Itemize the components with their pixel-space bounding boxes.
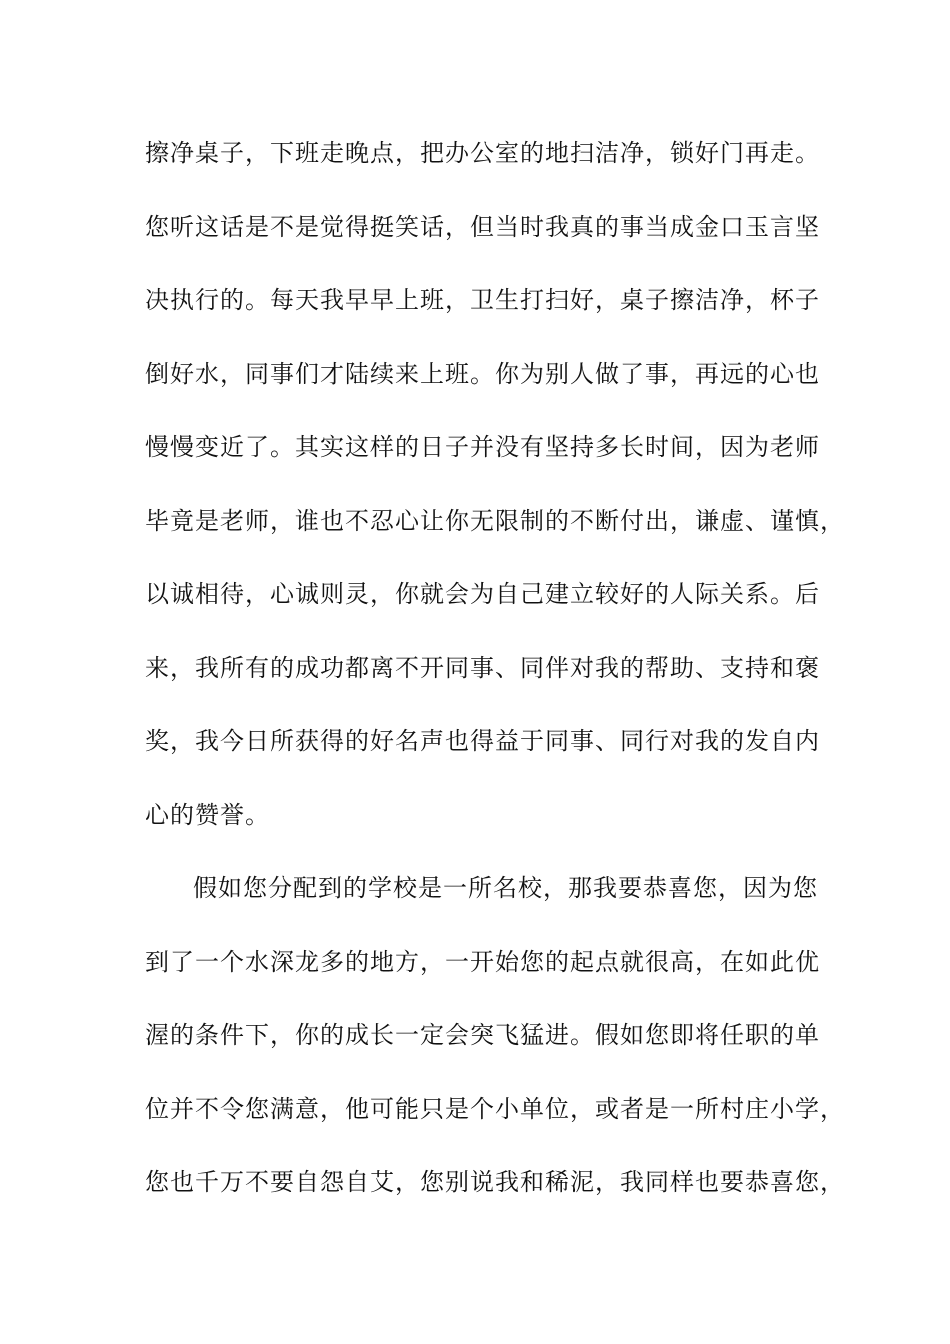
text-line: 您听这话是不是觉得挺笑话，但当时我真的事当成金口玉言坚 <box>145 212 820 241</box>
text-line: 倒好水，同事们才陆续来上班。你为别人做了事，再远的心也 <box>145 359 820 388</box>
text-line: 决执行的。每天我早早上班，卫生打扫好，桌子擦洁净，杯子 <box>145 286 820 314</box>
text-line: 慢慢变近了。其实这样的日子并没有坚持多长时间，因为老师 <box>145 433 820 461</box>
text-line: 渥的条件下，你的成长一定会突飞猛进。假如您即将任职的单 <box>145 1021 820 1049</box>
text-line: 毕竟是老师，谁也不忍心让你无限制的不断付出，谦虚、谨慎， <box>145 506 845 535</box>
text-line: 奖，我今日所获得的好名声也得益于同事、同行对我的发自内 <box>145 727 820 755</box>
text-line: 来，我所有的成功都离不开同事、同伴对我的帮助、支持和褒 <box>145 653 820 682</box>
text-line: 以诚相待，心诚则灵，你就会为自己建立较好的人际关系。后 <box>145 580 820 608</box>
body-text <box>145 131 845 1234</box>
text-line: 位并不令您满意，他可能只是个小单位，或者是一所村庄小学， <box>145 1094 845 1123</box>
text-line: 心的赞誉。 <box>145 800 270 829</box>
text-line: 到了一个水深龙多的地方，一开始您的起点就很高，在如此优 <box>145 947 820 976</box>
paragraph-first-line: 假如您分配到的学校是一所名校，那我要恭喜您，因为您 <box>193 874 818 902</box>
text-line: 擦净桌子，下班走晚点，把办公室的地扫洁净，锁好门再走。 <box>145 139 820 167</box>
text-line: 您也千万不要自怨自艾，您别说我和稀泥，我同样也要恭喜您， <box>145 1168 845 1196</box>
